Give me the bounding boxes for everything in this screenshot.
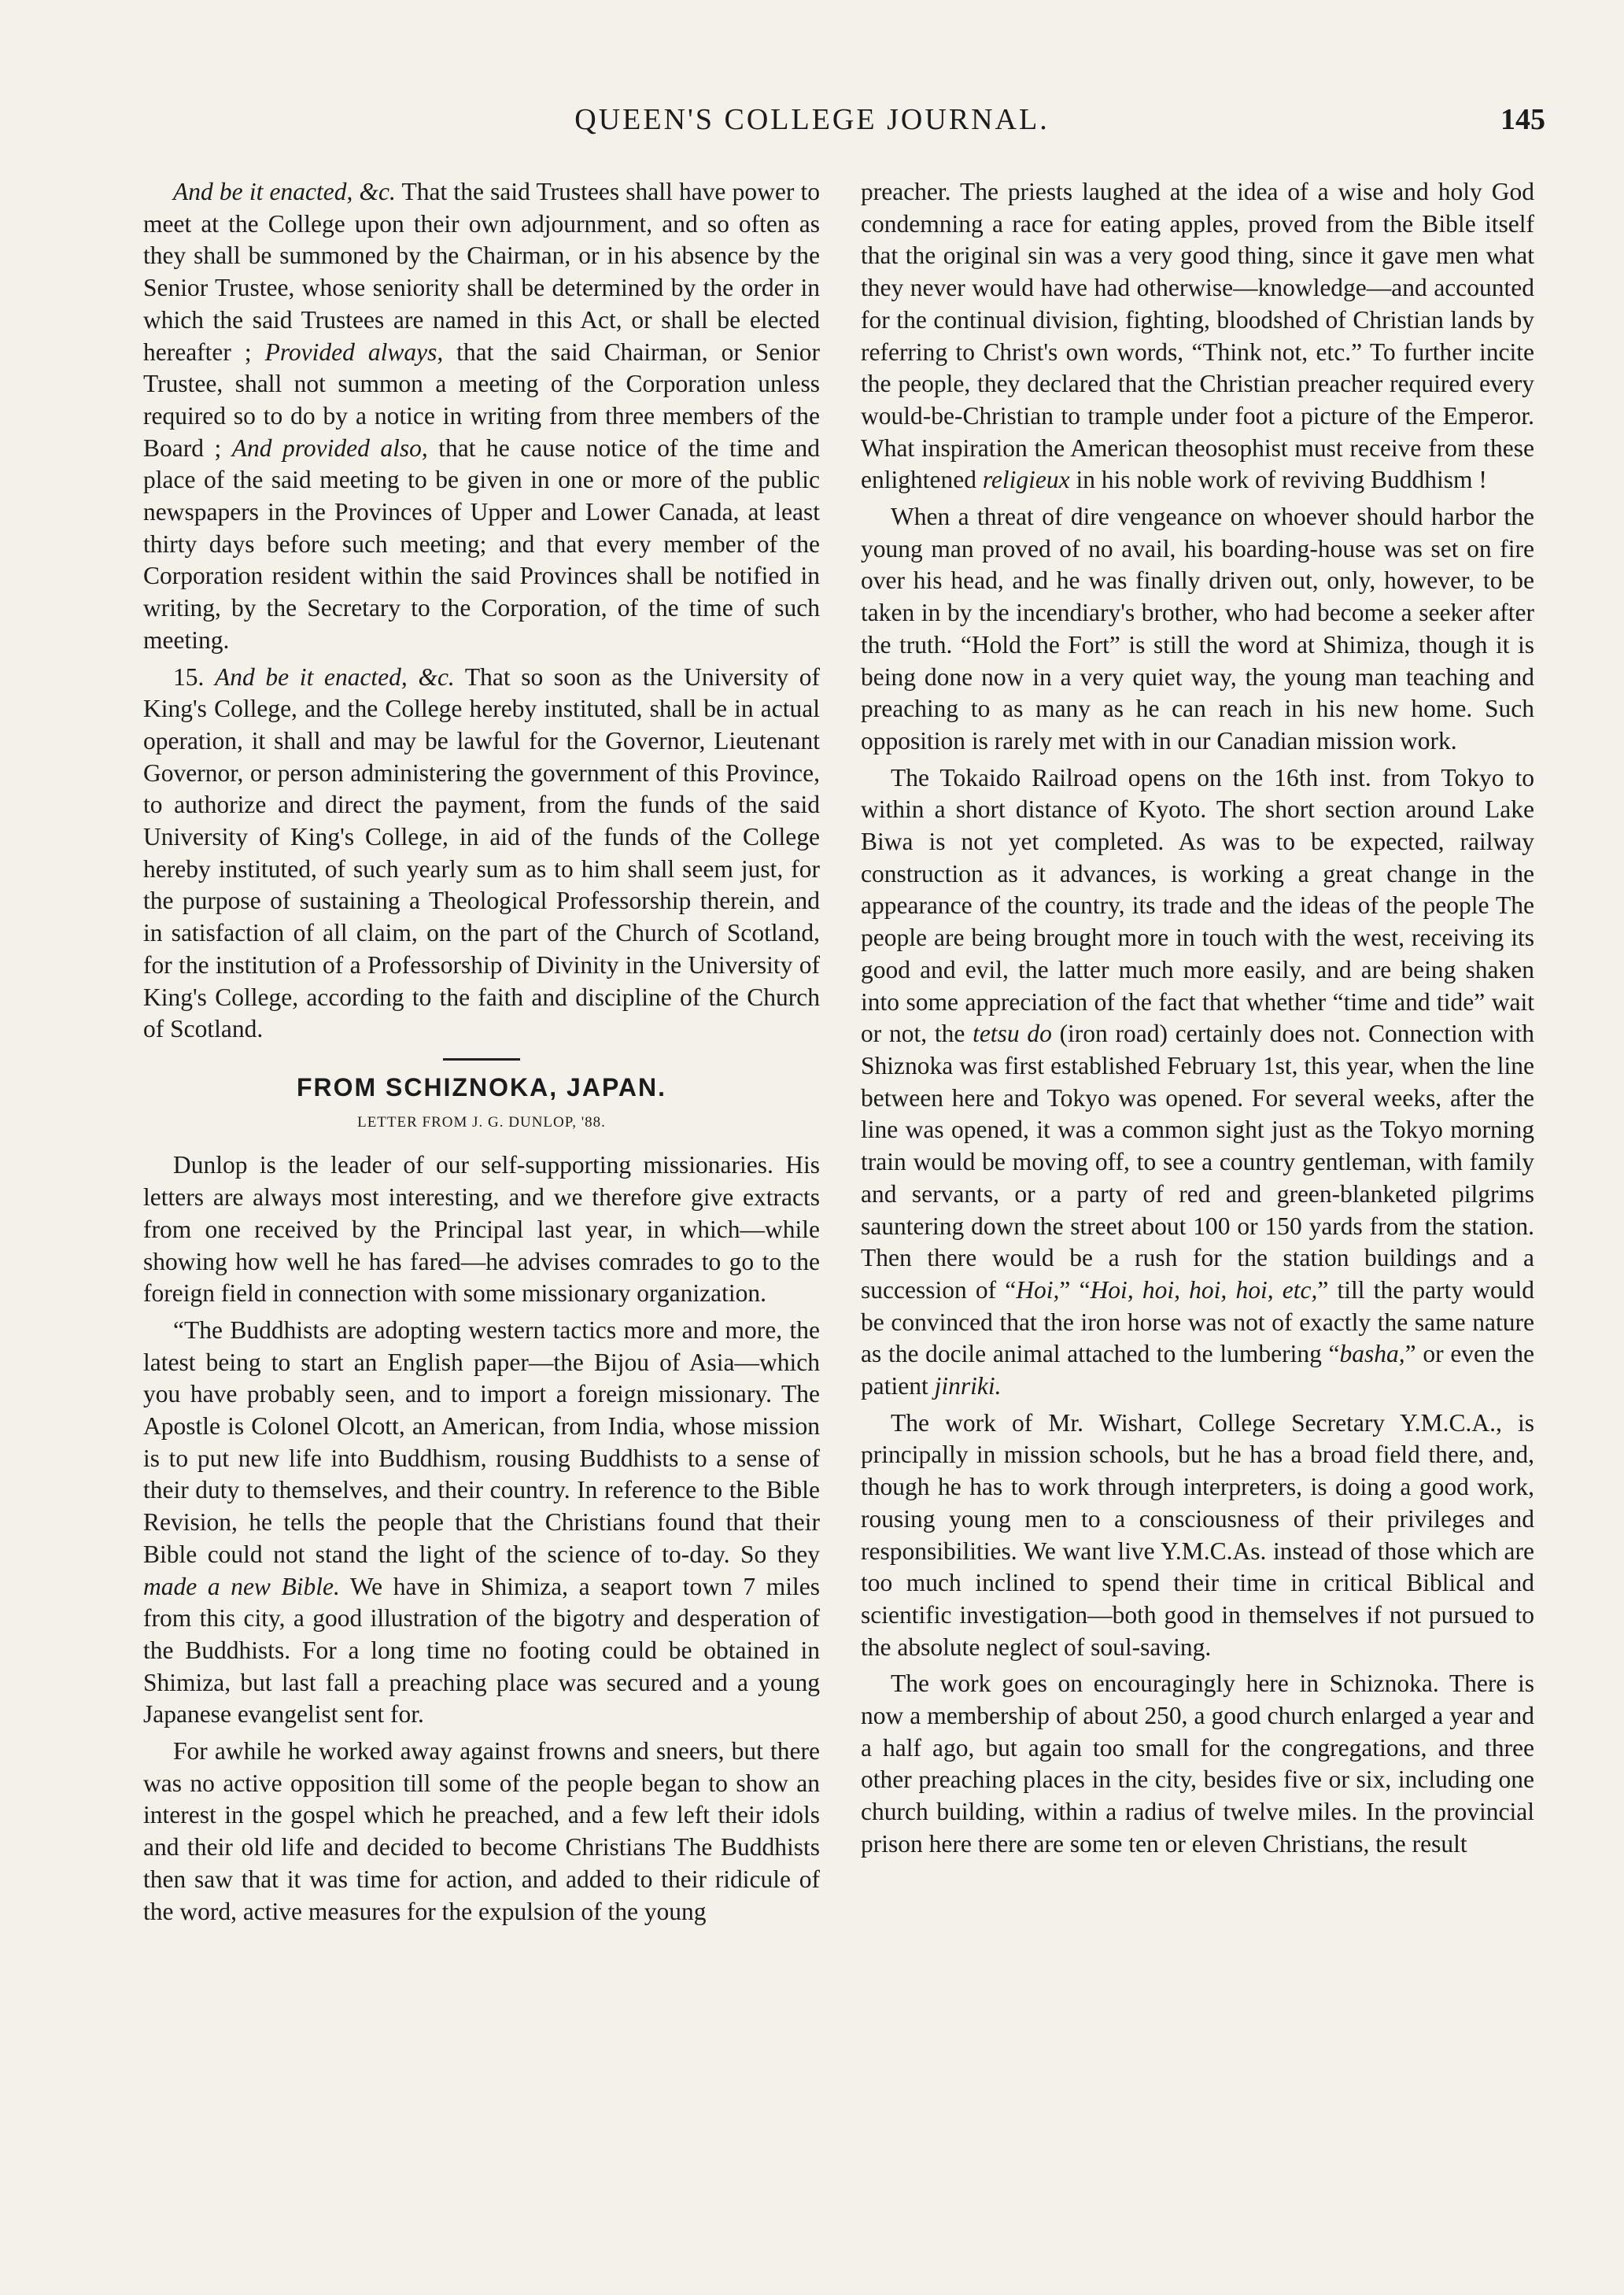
proviso-also: And provided also, <box>231 434 428 462</box>
proviso-always: Provided always, <box>264 338 444 366</box>
preacher-text-a: preacher. The priests laughed at the idea of a wise and holy God condemning a race for eating apples, proved from the Bible itself that the original sin was a very good thing, since it gave men what they never would have had otherwise—knowledge—and accounted for the continual division, fighting, bloodshed of Christian lands by referring to Christ's own words, “Think not, etc.” To further incite the people, they declared that the Christian preacher required every would-be-Christian to trample under foot a picture of the Emperor. What inspiration the American theosophist must receive from these enlightened <box>861 178 1534 494</box>
article-intro: Dunlop is the leader of our self-supporting missionaries. His letters are always most interesting, and we therefore give extracts from one received by the Principal last year, in which—while showing how well he has fared—he advises comrades to go to the foreign field in connection with some missionary organization. <box>143 1151 820 1308</box>
paragraph-awhile: For awhile he worked away against frowns and sneers, but there was no active opposition till some of the people began to show an interest in the gospel which he preached, and a few left their idols and their old life and decided to become Christians The Buddhists then saw that it was time for action, and added to their ridicule of the word, active measures for the expulsion of the young <box>143 1737 820 1925</box>
tokaido-text-e: ” or even the patient <box>861 1340 1534 1400</box>
article-title: FROM SCHIZNOKA, JAPAN. <box>296 1072 667 1101</box>
new-bible-phrase: made a new Bible. <box>143 1572 340 1600</box>
paragraph-15 <box>143 662 820 1046</box>
tokaido-text-d: ” till the party would be convinced that the iron horse was not of exactly the same nature as the docile animal attached to the lumbering “ <box>861 1275 1534 1368</box>
tokaido-text-b: (iron road) certainly does not. Connection with Shiznoka was first established February 1st, this year, when the line between here and Tokyo was opened. For several weeks, after the line was opened, it was a common sight just as the Tokyo morning train would be moving off, to see a country gentleman, with family and servants, or a party of red and green-blanketed pilgrims sauntering down the street about 100 or 150 yards from the station. Then there would be a rush for the station buildings and a succession of “ <box>861 1020 1534 1304</box>
paragraph-work: The work goes on encouragingly here in Schiznoka. There is now a membership of about 250, a good church enlarged a year and a half ago, but again too small for the congregations, and three other preaching places in the city, besides five or six, including one church building, within a radius of twelve miles. In the provincial prison here there are some ten or eleven Christians, the result <box>861 1670 1534 1858</box>
basha-word: basha, <box>1339 1340 1405 1368</box>
paragraph-buddhists <box>143 1315 820 1731</box>
enacted-text-b: that the said Chairman, or Senior Trustee, shall not summon a meeting of the Corporation unless required so to do by a notice in writing from three members of the Board ; <box>143 338 821 462</box>
left-column <box>143 176 820 1932</box>
paragraph-preacher <box>861 176 1534 496</box>
section-divider <box>443 1058 520 1061</box>
article-byline: LETTER FROM J. G. DUNLOP, '88. <box>357 1113 606 1131</box>
hoi-repeat-phrase: Hoi, hoi, hoi, hoi, etc, <box>1090 1275 1318 1304</box>
tokaido-text-a: The Tokaido Railroad opens on the 16th inst. from Tokyo to within a short distance of Kyoto. The short section around Lake Biwa is not yet completed. As was to be expected, railway construction as it advances, is working a great change in the appearance of the country, its trade and the ideas of the people The people are being brought more in touch with the west, receiving its good and evil, the latter much more easily, and are being shaken into some appreciation of the fact that whether “time and tide” wait or not, the <box>861 763 1534 1048</box>
tokaido-text-c: ” “ <box>1059 1275 1091 1304</box>
hoi-word: Hoi, <box>1016 1275 1060 1304</box>
paragraph-tokaido <box>861 762 1534 1403</box>
paragraph-enacted <box>143 176 820 657</box>
enacted-text-a: That the said Trustees shall have power to meet at the College upon their own adjournment, and so often as they shall be summoned by the Chairman, or in his absence by the Senior Trustee, whose seniority shall be determined by the order in which the said Trustees are named in this Act, or shall be elected hereafter ; <box>143 178 820 366</box>
paragraph-threat: When a threat of dire vengeance on whoever should harbor the young man proved of no avail, his boarding-house was set on fire over his head, and he was finally driven out, only, however, to be taken in by the incendiary's brother, who had become a seeker after the truth. “Hold the Fort” is still the word at Shimiza, though it is being done now in a very quiet way, the young man teaching and preaching to as many as he can reach in his new home. Such opposition is rarely met with in our Canadian mission work. <box>861 503 1534 755</box>
tetsu-do-phrase: tetsu do <box>973 1020 1052 1048</box>
running-title: QUEEN'S COLLEGE JOURNAL. <box>574 103 1050 136</box>
section-number: 15. <box>173 662 216 691</box>
section-15-lead: And be it enacted, &c. <box>215 662 455 691</box>
enacted-text-c: that he cause notice of the time and place of the said meeting to be given in one or more of the public newspapers in the Provinces of Upper and Lower Canada, at least thirty days before such meeting; and that every member of the Corporation resident within the said Provinces shall be notified in writing, by the Secretary to the Corporation, of the time of such meeting. <box>143 434 821 654</box>
preacher-text-b: in his noble work of reviving Buddhism ! <box>1069 466 1487 494</box>
buddhists-text-b: We have in Shimiza, a seaport town 7 miles from this city, a good illustration of the bigotry and desperation of the Buddhists. For a long time no footing could be obtained in Shimiza, but last fall a preaching place was secured and a young Japanese evangelist sent for. <box>143 1572 821 1729</box>
paragraph-wishart: The work of Mr. Wishart, College Secretary Y.M.C.A., is principally in mission schools, but he has a broad field there, and, though he has to work through interpreters, is doing a good work, rousing young men to a consciousness of their privileges and responsibilities. We want live Y.M.C.As. instead of those which are too much inclined to spend their time in critical Biblical and scientific investigation—both good in themselves if not pursued to the absolute neglect of soul-saving. <box>861 1408 1534 1661</box>
right-column <box>861 176 1534 1865</box>
section-15-text: That so soon as the University of King's College, and the College hereby instituted, shall be in actual operation, it shall and may be lawful for the Governor, Lieutenant Governor, or person administering the government of this Province, to authorize and direct the payment, from the funds of the said University of King's College, in aid of the funds of the College hereby instituted, of such yearly sum as to him shall seem just, for the purpose of sustaining a Theological Professorship therein, and in satisfaction of all claim, on the part of the Church of Scotland, for the institution of a Professorship of Divinity in the University of King's College, according to the faith and discipline of the Church of Scotland. <box>143 662 821 1043</box>
buddhists-text-a: “The Buddhists are adopting western tactics more and more, the latest being to start an English paper—the Bijou of Asia—which you have probably seen, and to import a foreign missionary. The Apostle is Colonel Olcott, an American, from India, whose mission is to put new life into Buddhism, rousing Buddhists to a sense of their duty to themselves, and their country. In reference to the Bible Revision, he tells the people that the Christians found that their Bible could not stand the light of the science of to-day. So they <box>143 1315 820 1568</box>
enacted-lead: And be it enacted, &c. <box>173 178 396 205</box>
religieux-word: religieux <box>982 466 1070 494</box>
page-number: 145 <box>1500 103 1545 136</box>
jinriki-word: jinriki. <box>934 1372 1002 1400</box>
